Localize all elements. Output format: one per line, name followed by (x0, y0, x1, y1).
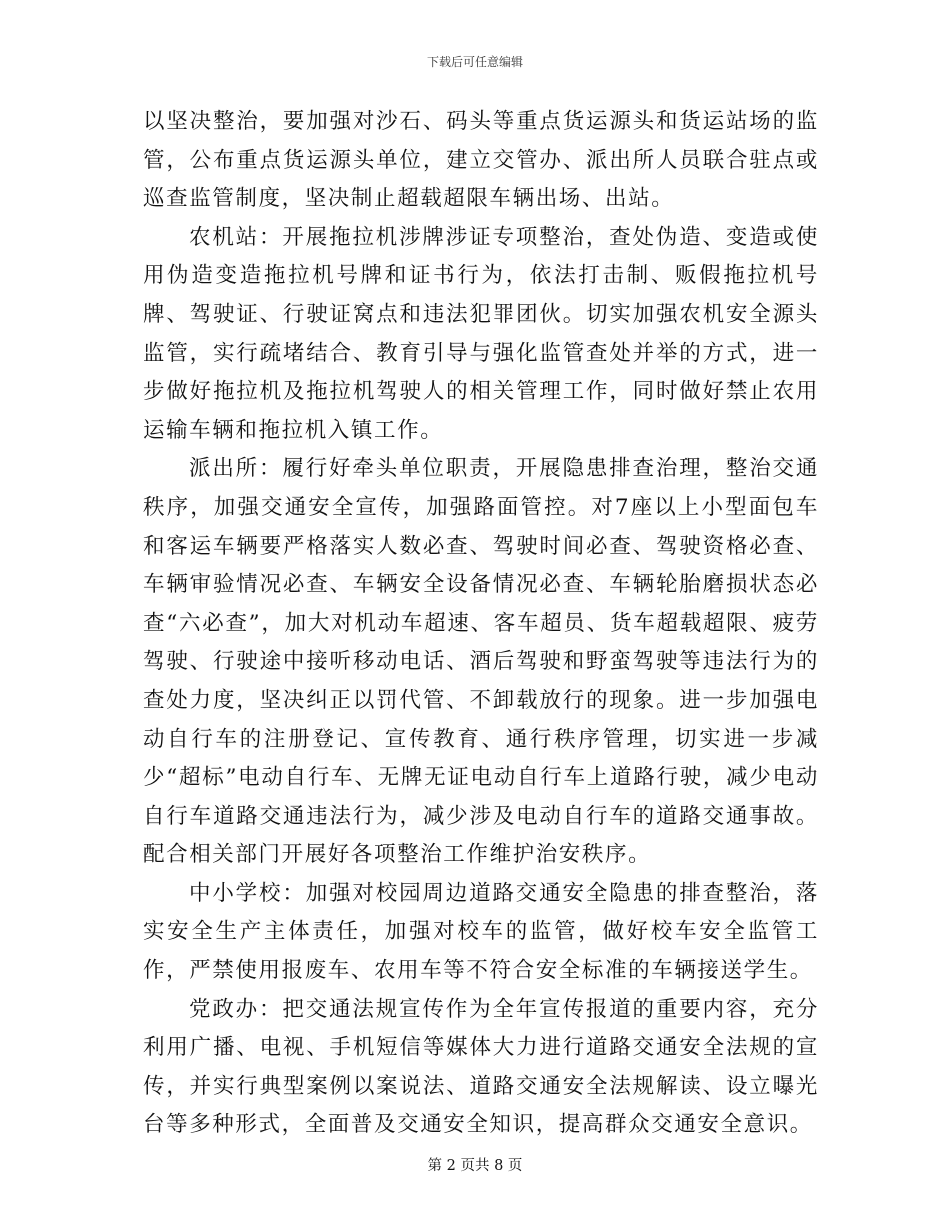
document-body (143, 103, 819, 1145)
paragraph-schools: 中小学校：加强对校园周边道路交通安全隐患的排查整治，落实安全生产主体责任，加强对校车的监管，做好校车安全监管工作，严禁使用报废车、农用车等不符合安全标准的车辆接送学生。 (143, 880, 819, 984)
paragraph-party-government-office: 党政办：把交通法规宣传作为全年宣传报道的重要内容，充分利用广播、电视、手机短信等媒体大力进行道路交通安全法规的宣传，并实行典型案例以案说法、道路交通安全法规解读、设立曝光台等多种形式，全面普及交通安全知识，提高群众交通安全意识。 (143, 996, 819, 1138)
paragraph-farm-machinery-station: 农机站：开展拖拉机涉牌涉证专项整治，查处伪造、变造或使用伪造变造拖拉机号牌和证书行为，依法打击制、贩假拖拉机号牌、驾驶证、行驶证窝点和违法犯罪团伙。切实加强农机安全源头监管，实行疏堵结合、教育引导与强化监管查处并举的方式，进一步做好拖拉机及拖拉机驾驶人的相关管理工作，同时做好禁止农用运输车辆和拖拉机入镇工作。 (143, 224, 819, 443)
paragraph-freight-source-control: 以坚决整治，要加强对沙石、码头等重点货运源头和货运站场的监管，公布重点货运源头单位，建立交管办、派出所人员联合驻点或巡查监管制度，坚决制止超载超限车辆出场、出站。 (143, 109, 819, 212)
page-number-footer: 第 2 页共 8 页 (427, 1158, 523, 1174)
paragraph-police-station: 派出所：履行好牵头单位职责，开展隐患排查治理，整治交通秩序，加强交通安全宣传，加强路面管控。对7座以上小型面包车和客运车辆要严格落实人数必查、驾驶时间必查、驾驶资格必查、车辆审验情况必查、车辆安全设备情况必查、车辆轮胎磨损状态必查“六必查”，加大对机动车超速、客车超员、货车超载超限、疲劳驾驶、行驶途中接听移动电话、酒后驾驶和野蛮驾驶等违法行为的查处力度，坚决纠正以罚代管、不卸载放行的现象。进一步加强电动自行车的注册登记、宣传教育、通行秩序管理，切实进一步减少“超标”电动自行车、无牌无证电动自行车上道路行驶，减少电动自行车道路交通违法行为，减少涉及电动自行车的道路交通事故。配合相关部门开展好各项整治工作维护治安秩序。 (143, 456, 819, 868)
page-header: 下载后可任意编辑 (426, 55, 523, 69)
